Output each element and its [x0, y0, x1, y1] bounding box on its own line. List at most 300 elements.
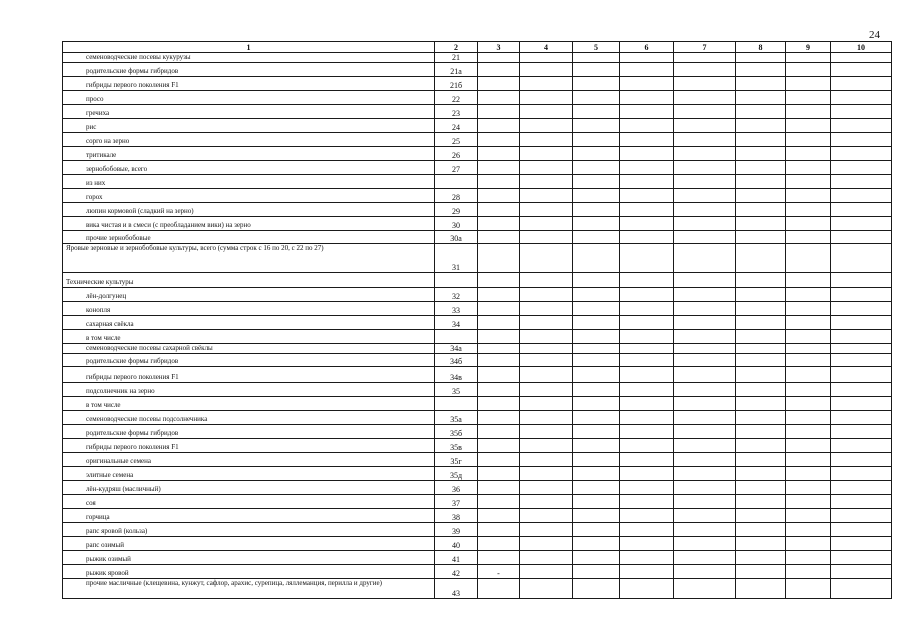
value-cell [620, 147, 674, 161]
value-cell [736, 203, 786, 217]
table-row [63, 53, 892, 63]
table-row [63, 467, 892, 481]
value-cell [674, 344, 736, 354]
value-cell [786, 579, 831, 599]
value-cell [620, 565, 674, 579]
value-cell [736, 383, 786, 397]
value-cell [478, 231, 520, 244]
value-cell [620, 316, 674, 330]
value-cell [674, 203, 736, 217]
value-cell [620, 330, 674, 344]
value-cell [786, 453, 831, 467]
value-cell [736, 495, 786, 509]
value-cell [520, 397, 573, 411]
value-cell [674, 383, 736, 397]
value-cell [736, 273, 786, 288]
value-cell [674, 302, 736, 316]
table-row [63, 344, 892, 354]
value-cell [478, 161, 520, 175]
value-cell [520, 481, 573, 495]
row-code: 22 [435, 91, 478, 105]
value-cell [786, 397, 831, 411]
value-cell [736, 397, 786, 411]
value-cell [831, 509, 892, 523]
table-row [63, 537, 892, 551]
value-cell [831, 383, 892, 397]
value-cell [620, 481, 674, 495]
value-cell [573, 119, 620, 133]
value-cell [520, 189, 573, 203]
table-row [63, 495, 892, 509]
value-cell [520, 288, 573, 302]
table-row [63, 509, 892, 523]
value-cell [520, 77, 573, 91]
row-code: 23 [435, 105, 478, 119]
value-cell [831, 565, 892, 579]
table-row [63, 203, 892, 217]
value-cell [620, 77, 674, 91]
value-cell [674, 495, 736, 509]
value-cell [736, 91, 786, 105]
value-cell [831, 273, 892, 288]
value-cell [620, 523, 674, 537]
value-cell [573, 411, 620, 425]
value-cell [674, 367, 736, 383]
value-cell [478, 175, 520, 189]
value-cell [478, 495, 520, 509]
value-cell [831, 161, 892, 175]
row-code [435, 397, 478, 411]
value-cell [520, 523, 573, 537]
table-row [63, 565, 892, 579]
row-label: сахарная свёкла [63, 316, 435, 330]
value-cell [478, 217, 520, 231]
row-code: 25 [435, 133, 478, 147]
row-label: родительские формы гибридов [63, 425, 435, 439]
value-cell [736, 411, 786, 425]
value-cell [620, 367, 674, 383]
row-label: в том числе [63, 330, 435, 344]
table-row [63, 367, 892, 383]
value-cell [786, 63, 831, 77]
column-header: 3 [478, 42, 520, 53]
value-cell [573, 537, 620, 551]
value-cell [674, 481, 736, 495]
value-cell [620, 175, 674, 189]
value-cell [831, 495, 892, 509]
value-cell [620, 411, 674, 425]
table-row [63, 453, 892, 467]
table-row [63, 189, 892, 203]
value-cell [520, 244, 573, 273]
value-cell [831, 316, 892, 330]
value-cell [674, 53, 736, 63]
value-cell [573, 367, 620, 383]
value-cell [736, 63, 786, 77]
value-cell [831, 133, 892, 147]
value-cell [520, 63, 573, 77]
value-cell [831, 63, 892, 77]
value-cell [573, 217, 620, 231]
value-cell [786, 302, 831, 316]
value-cell [620, 551, 674, 565]
row-label: рыжик яровой [63, 565, 435, 579]
value-cell [786, 244, 831, 273]
row-label: просо [63, 91, 435, 105]
value-cell [520, 133, 573, 147]
value-cell [620, 509, 674, 523]
row-label: семеноводческие посевы подсолнечника [63, 411, 435, 425]
value-cell [736, 105, 786, 119]
row-code: 24 [435, 119, 478, 133]
value-cell [478, 316, 520, 330]
row-code: 30а [435, 231, 478, 244]
row-label: тритикале [63, 147, 435, 161]
value-cell [786, 354, 831, 367]
row-code: 34б [435, 354, 478, 367]
value-cell [831, 453, 892, 467]
value-cell [520, 425, 573, 439]
value-cell [573, 77, 620, 91]
value-cell [831, 288, 892, 302]
row-code: 29 [435, 203, 478, 217]
value-cell [573, 509, 620, 523]
row-label: прочие зернобобовые [63, 231, 435, 244]
table-row [63, 147, 892, 161]
value-cell [786, 509, 831, 523]
column-header: 10 [831, 42, 892, 53]
value-cell [831, 439, 892, 453]
value-cell [573, 330, 620, 344]
row-label: гибриды первого поколения F1 [63, 367, 435, 383]
row-code: 30 [435, 217, 478, 231]
value-cell [736, 551, 786, 565]
value-cell [520, 302, 573, 316]
value-cell [736, 537, 786, 551]
value-cell [520, 411, 573, 425]
value-cell [736, 77, 786, 91]
row-code: 35 [435, 383, 478, 397]
value-cell [674, 439, 736, 453]
row-code: 34 [435, 316, 478, 330]
value-cell [478, 453, 520, 467]
value-cell [736, 53, 786, 63]
value-cell [786, 175, 831, 189]
value-cell [520, 579, 573, 599]
row-label: вика чистая и в смеси (с преобладанием вики) на зерно [63, 217, 435, 231]
row-label: гибриды первого поколения F1 [63, 439, 435, 453]
value-cell [478, 119, 520, 133]
table-row [63, 302, 892, 316]
value-cell [520, 175, 573, 189]
row-label: Технические культуры [63, 273, 435, 288]
value-cell [573, 231, 620, 244]
row-code: 32 [435, 288, 478, 302]
value-cell [786, 537, 831, 551]
value-cell [573, 189, 620, 203]
value-cell [620, 354, 674, 367]
row-code: 21б [435, 77, 478, 91]
value-cell [520, 273, 573, 288]
table-row [63, 133, 892, 147]
value-cell [786, 288, 831, 302]
value-cell [674, 63, 736, 77]
value-cell [786, 467, 831, 481]
value-cell [573, 63, 620, 77]
row-label: рапс озимый [63, 537, 435, 551]
value-cell [478, 367, 520, 383]
value-cell [831, 330, 892, 344]
value-cell [736, 509, 786, 523]
table-row [63, 425, 892, 439]
row-code: 33 [435, 302, 478, 316]
value-cell [786, 203, 831, 217]
value-cell [620, 383, 674, 397]
table-row [63, 330, 892, 344]
table-row [63, 316, 892, 330]
table-row [63, 161, 892, 175]
value-cell [573, 91, 620, 105]
header-row [63, 42, 892, 53]
value-cell [520, 467, 573, 481]
value-cell [736, 189, 786, 203]
value-cell [573, 53, 620, 63]
value-cell [620, 495, 674, 509]
table-row [63, 397, 892, 411]
value-cell [674, 288, 736, 302]
value-cell [520, 105, 573, 119]
value-cell [786, 105, 831, 119]
row-code: 26 [435, 147, 478, 161]
row-code: 42 [435, 565, 478, 579]
value-cell [831, 203, 892, 217]
value-cell [573, 383, 620, 397]
value-cell [573, 344, 620, 354]
value-cell [831, 354, 892, 367]
value-cell [674, 316, 736, 330]
value-cell [573, 316, 620, 330]
value-cell [620, 217, 674, 231]
crop-area-table [62, 41, 892, 599]
row-code: 38 [435, 509, 478, 523]
row-code: 37 [435, 495, 478, 509]
value-cell [520, 231, 573, 244]
value-cell [620, 133, 674, 147]
value-cell [478, 105, 520, 119]
value-cell [478, 133, 520, 147]
value-cell [831, 523, 892, 537]
value-cell [478, 53, 520, 63]
table-row [63, 523, 892, 537]
row-label: родительские формы гибридов [63, 63, 435, 77]
value-cell [573, 565, 620, 579]
value-cell [478, 537, 520, 551]
value-cell [736, 244, 786, 273]
value-cell [674, 411, 736, 425]
value-cell [620, 453, 674, 467]
value-cell [573, 579, 620, 599]
value-cell [674, 453, 736, 467]
value-cell [620, 537, 674, 551]
value-cell [520, 551, 573, 565]
table-row [63, 231, 892, 244]
row-label: лён-кудряш (масличный) [63, 481, 435, 495]
value-cell [831, 579, 892, 599]
value-cell [520, 217, 573, 231]
row-code: 43 [435, 579, 478, 599]
value-cell [573, 453, 620, 467]
value-cell [478, 509, 520, 523]
value-cell [520, 439, 573, 453]
value-cell [478, 383, 520, 397]
value-cell [620, 397, 674, 411]
column-header: 6 [620, 42, 674, 53]
value-cell [520, 383, 573, 397]
value-cell [520, 203, 573, 217]
value-cell [831, 302, 892, 316]
value-cell [831, 367, 892, 383]
value-cell [478, 523, 520, 537]
value-cell [620, 425, 674, 439]
value-cell [478, 411, 520, 425]
value-cell [674, 467, 736, 481]
column-header: 1 [63, 42, 435, 53]
value-cell [478, 481, 520, 495]
value-cell [573, 302, 620, 316]
value-cell [573, 467, 620, 481]
value-cell [786, 133, 831, 147]
row-label: подсолнечник на зерно [63, 383, 435, 397]
value-cell [620, 161, 674, 175]
row-code: 40 [435, 537, 478, 551]
column-header: 9 [786, 42, 831, 53]
value-cell [736, 231, 786, 244]
value-cell [736, 316, 786, 330]
row-code: 21 [435, 53, 478, 63]
value-cell [620, 231, 674, 244]
value-cell [786, 217, 831, 231]
value-cell [786, 411, 831, 425]
value-cell [831, 244, 892, 273]
value-cell [736, 217, 786, 231]
row-code: 35а [435, 411, 478, 425]
value-cell [786, 77, 831, 91]
value-cell [831, 411, 892, 425]
value-cell [736, 481, 786, 495]
value-cell [831, 425, 892, 439]
row-label: в том числе [63, 397, 435, 411]
value-cell [786, 147, 831, 161]
value-cell [520, 344, 573, 354]
value-cell [786, 161, 831, 175]
table-row [63, 244, 892, 273]
value-cell [674, 77, 736, 91]
row-label: из них [63, 175, 435, 189]
row-code: 28 [435, 189, 478, 203]
row-code [435, 273, 478, 288]
value-cell [736, 344, 786, 354]
value-cell [831, 53, 892, 63]
value-cell [786, 523, 831, 537]
value-cell [736, 523, 786, 537]
value-cell [573, 133, 620, 147]
value-cell [520, 147, 573, 161]
value-cell [620, 439, 674, 453]
value-cell [736, 161, 786, 175]
value-cell [786, 273, 831, 288]
value-cell [573, 551, 620, 565]
value-cell [786, 316, 831, 330]
value-cell [520, 509, 573, 523]
value-cell [520, 161, 573, 175]
value-cell [520, 330, 573, 344]
value-cell [520, 537, 573, 551]
value-cell [674, 105, 736, 119]
value-cell [736, 425, 786, 439]
value-cell [831, 105, 892, 119]
row-label: зернобобовые, всего [63, 161, 435, 175]
value-cell [573, 161, 620, 175]
value-cell [478, 91, 520, 105]
value-cell [620, 63, 674, 77]
row-label: гречиха [63, 105, 435, 119]
value-cell: - [478, 565, 520, 579]
value-cell [736, 467, 786, 481]
value-cell [573, 425, 620, 439]
value-cell [831, 551, 892, 565]
value-cell [736, 367, 786, 383]
value-cell [478, 273, 520, 288]
table-row [63, 551, 892, 565]
table-row [63, 481, 892, 495]
value-cell [620, 105, 674, 119]
row-code: 35г [435, 453, 478, 467]
value-cell [620, 579, 674, 599]
value-cell [831, 397, 892, 411]
value-cell [620, 344, 674, 354]
value-cell [620, 203, 674, 217]
value-cell [573, 523, 620, 537]
row-label: гибриды первого поколения F1 [63, 77, 435, 91]
value-cell [520, 453, 573, 467]
row-code: 34а [435, 344, 478, 354]
value-cell [573, 439, 620, 453]
value-cell [674, 147, 736, 161]
value-cell [674, 509, 736, 523]
value-cell [674, 133, 736, 147]
value-cell [478, 189, 520, 203]
value-cell [831, 231, 892, 244]
row-label: лён-долгунец [63, 288, 435, 302]
value-cell [573, 105, 620, 119]
value-cell [620, 244, 674, 273]
value-cell [478, 579, 520, 599]
value-cell [831, 344, 892, 354]
value-cell [478, 425, 520, 439]
value-cell [620, 302, 674, 316]
column-header: 2 [435, 42, 478, 53]
value-cell [478, 397, 520, 411]
value-cell [620, 91, 674, 105]
value-cell [674, 425, 736, 439]
value-cell [674, 175, 736, 189]
value-cell [786, 91, 831, 105]
value-cell [831, 189, 892, 203]
value-cell [831, 175, 892, 189]
value-cell [786, 189, 831, 203]
value-cell [674, 231, 736, 244]
value-cell [786, 495, 831, 509]
